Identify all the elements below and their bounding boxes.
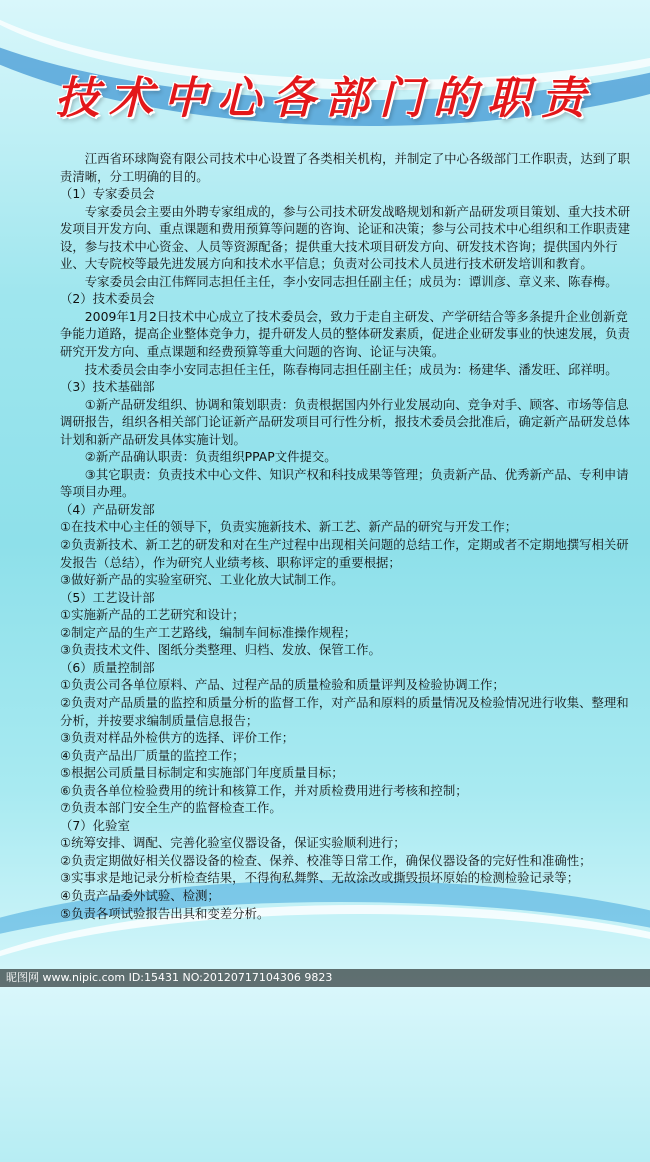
list-item: ③负责对样品外检供方的选择、评价工作； — [60, 730, 295, 746]
list-item: ①实施新产品的工艺研究和设计； — [60, 607, 245, 623]
watermark-footer: 昵图网 www.nipic.com ID:15431 NO:20120717104306 9823 — [0, 969, 650, 987]
section-heading-quality-control: （6）质量控制部 — [60, 659, 155, 675]
section-paragraph: ③其它职责：负责技术中心文件、知识产权和科技成果等管理；负责新产品、优秀新产品、专利申请等项目办理。 — [60, 466, 629, 500]
section-paragraph: 专家委员会由江伟辉同志担任主任，李小安同志担任副主任；成员为：谭训彦、章义来、陈春梅。 — [84, 273, 618, 289]
list-item: ①统筹安排、调配、完善化验室仪器设备，保证实验顺利进行； — [60, 835, 406, 851]
section-paragraph: ①新产品研发组织、协调和策划职责：负责根据国内外行业发展动向、竞争对手、顾客、市场等信息调研报告，组织各相关部门论证新产品研发项目可行性分析，报技术委员会批准后，确定新产品研发总体计划和新产品研发具体实施计划。 — [60, 396, 630, 447]
section-heading-product-rd: （4）产品研发部 — [60, 501, 155, 517]
section-heading-technical-committee: （2）技术委员会 — [60, 291, 155, 307]
list-item: ②负责新技术、新工艺的研发和对在生产过程中出现相关问题的总结工作，定期或者不定期地撰写相关研发报告（总结），作为研究人业绩考核、职称评定的重要根据； — [60, 537, 629, 570]
page-title: 技术中心各部门的职责 — [55, 73, 595, 124]
list-item: ①负责公司各单位原料、产品、过程产品的质量检验和质量评判及检验协调工作； — [60, 677, 505, 693]
list-item: ③实事求是地记录分析检查结果，不得徇私舞弊、无故涂改或撕毁损坏原始的检测检验记录等； — [60, 870, 580, 886]
list-item: ⑤负责各项试验报告出具和变差分析。 — [60, 905, 270, 921]
list-item: ②制定产品的生产工艺路线，编制车间标准操作规程； — [60, 624, 357, 640]
list-item: ④负责产品出厂质量的监控工作； — [60, 747, 245, 763]
section-heading-process-design: （5）工艺设计部 — [60, 589, 155, 605]
list-item: ③做好新产品的实验室研究、工业化放大试制工作。 — [60, 572, 344, 588]
section-heading-technical-foundation: （3）技术基础部 — [60, 379, 155, 395]
section-paragraph: 技术委员会由李小安同志担任主任，陈春梅同志担任副主任；成员为：杨建华、潘发旺、邱祥明。 — [84, 361, 618, 377]
list-item: ②负责对产品质量的监控和质量分析的监督工作，对产品和原料的质量情况及检验情况进行收集、整理和分析，并按要求编制质量信息报告； — [60, 694, 629, 728]
section-heading-laboratory: （7）化验室 — [60, 817, 130, 833]
section-paragraph: 专家委员会主要由外聘专家组成的，参与公司技术研发战略规划和新产品研发项目策划、重大技术研发项目开发方向、重点课题和费用预算等问题的咨询、论证和决策；参与公司技术中心组织和工作职责建设，参与技术中心资金、人员等资源配备；提供重大技术项目研发方向、研发技术咨询；提供国内外行业、大专院校等最先进发展方向和技术水平信息；负责对公司技术人员进行技术研发培训和教育。 — [60, 203, 630, 272]
list-item: ⑦负责本部门安全生产的监督检查工作。 — [60, 800, 282, 816]
decorative-swoosh-bottom — [0, 880, 650, 1162]
list-item: ⑥负责各单位检验费用的统计和核算工作，并对质检费用进行考核和控制； — [60, 782, 468, 798]
list-item: ③负责技术文件、图纸分类整理、归档、发放、保管工作。 — [60, 642, 381, 658]
list-item: ②负责定期做好相关仪器设备的检查、保养、校准等日常工作，确保仪器设备的完好性和准确性； — [60, 852, 592, 868]
document-body — [60, 150, 640, 922]
list-item: ①在技术中心主任的领导下，负责实施新技术、新工艺、新产品的研究与开发工作； — [60, 519, 518, 535]
list-item: ⑤根据公司质量目标制定和实施部门年度质量目标； — [60, 765, 344, 781]
section-heading-expert-committee: （1）专家委员会 — [60, 186, 155, 202]
section-paragraph: 2009年1月2日技术中心成立了技术委员会，致力于走自主研发、产学研结合等多条提升企业创新竞争能力道路，提高企业整体竞争力，提升研发人员的整体研发素质，促进企业研发事业的快速发展，负责研究开发方向、重点课题和经费预算等重大问题的咨询、论证与决策。 — [60, 308, 630, 360]
section-paragraph: ②新产品确认职责：负责组织PPAP文件提交。 — [84, 449, 337, 465]
intro-paragraph: 江西省环球陶瓷有限公司技术中心设置了各类相关机构，并制定了中心各级部门工作职责，达到了职责清晰，分工明确的目的。 — [60, 151, 630, 184]
list-item: ④负责产品委外试验、检测； — [60, 887, 220, 903]
decorative-highlight-bottom — [0, 905, 650, 1134]
